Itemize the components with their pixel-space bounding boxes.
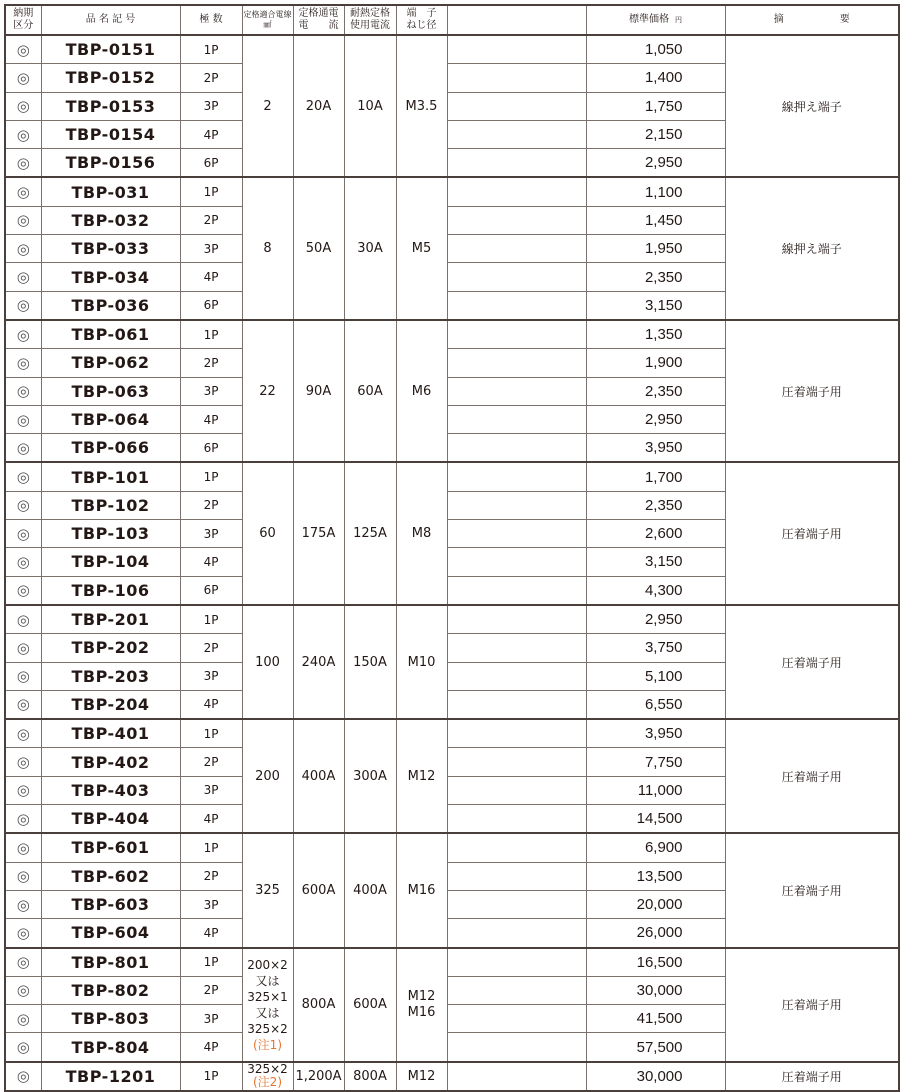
price: 14,500: [586, 805, 725, 834]
rated-current: 20A: [293, 35, 344, 177]
poles: 4P: [180, 120, 242, 148]
terminal-screw: M5: [396, 177, 447, 319]
product-code: TBP-031: [41, 177, 180, 206]
rated-current: 400A: [293, 719, 344, 833]
price: 30,000: [586, 1062, 725, 1091]
poles: 2P: [180, 976, 242, 1004]
delivery-mark: ◎: [5, 377, 41, 405]
remark: 圧着端子用: [725, 1062, 899, 1091]
blank-cell: [447, 548, 586, 576]
product-code: TBP-601: [41, 833, 180, 862]
blank-cell: [447, 576, 586, 605]
blank-cell: [447, 948, 586, 977]
terminal-screw: M6: [396, 320, 447, 462]
product-code: TBP-0156: [41, 149, 180, 178]
product-code: TBP-803: [41, 1005, 180, 1033]
product-code: TBP-604: [41, 919, 180, 948]
rated-current: 600A: [293, 833, 344, 947]
price: 3,150: [586, 548, 725, 576]
poles: 1P: [180, 462, 242, 491]
wire-size-line: 325×1: [247, 989, 288, 1004]
poles: 4P: [180, 548, 242, 576]
blank-cell: [447, 719, 586, 748]
remark: 圧着端子用: [725, 605, 899, 719]
delivery-mark: ◎: [5, 291, 41, 320]
delivery-mark: ◎: [5, 434, 41, 463]
price: 2,950: [586, 605, 725, 634]
product-code: TBP-401: [41, 719, 180, 748]
blank-cell: [447, 320, 586, 349]
wire-size-line: 325×2: [247, 1062, 288, 1077]
remark: 圧着端子用: [725, 462, 899, 604]
poles: 2P: [180, 748, 242, 776]
price-table: [4, 4, 900, 1092]
header-wire: 定格適合電線 ㎟: [242, 5, 293, 35]
poles: 3P: [180, 662, 242, 690]
rated-current: 175A: [293, 462, 344, 604]
blank-cell: [447, 1062, 586, 1091]
table-row: [5, 719, 899, 748]
price: 20,000: [586, 890, 725, 918]
wire-size-line: 又は: [255, 1005, 280, 1020]
poles: 2P: [180, 349, 242, 377]
header-heat-current: 耐熱定格 使用電流: [344, 5, 396, 35]
blank-cell: [447, 35, 586, 64]
delivery-mark: ◎: [5, 605, 41, 634]
price: 57,500: [586, 1033, 725, 1062]
remark: 線押え端子: [725, 177, 899, 319]
price: 3,750: [586, 634, 725, 662]
delivery-mark: ◎: [5, 719, 41, 748]
heat-current: 125A: [344, 462, 396, 604]
product-code: TBP-062: [41, 349, 180, 377]
price: 4,300: [586, 576, 725, 605]
blank-cell: [447, 64, 586, 92]
header-remarks: 摘 要: [725, 5, 899, 35]
product-code: TBP-061: [41, 320, 180, 349]
delivery-mark: ◎: [5, 1005, 41, 1033]
price: 2,150: [586, 120, 725, 148]
poles: 6P: [180, 576, 242, 605]
blank-cell: [447, 206, 586, 234]
blank-cell: [447, 976, 586, 1004]
product-code: TBP-104: [41, 548, 180, 576]
blank-cell: [447, 92, 586, 120]
poles: 3P: [180, 890, 242, 918]
product-code: TBP-802: [41, 976, 180, 1004]
blank-cell: [447, 405, 586, 433]
delivery-mark: ◎: [5, 235, 41, 263]
wire-size-line: 又は: [255, 973, 280, 988]
wire-size: 325: [242, 833, 293, 947]
wire-size: 22: [242, 320, 293, 462]
product-code: TBP-036: [41, 291, 180, 320]
delivery-mark: ◎: [5, 662, 41, 690]
delivery-mark: ◎: [5, 776, 41, 804]
table-row: [5, 948, 899, 977]
delivery-mark: ◎: [5, 1062, 41, 1091]
delivery-mark: ◎: [5, 405, 41, 433]
blank-cell: [447, 235, 586, 263]
poles: 4P: [180, 405, 242, 433]
poles: 1P: [180, 35, 242, 64]
terminal-screw: M10: [396, 605, 447, 719]
header-price: 標準価格 円: [586, 5, 725, 35]
terminal-screw: M8: [396, 462, 447, 604]
heat-current: 300A: [344, 719, 396, 833]
wire-size: 2: [242, 35, 293, 177]
delivery-mark: ◎: [5, 890, 41, 918]
product-code: TBP-602: [41, 862, 180, 890]
product-code: TBP-101: [41, 462, 180, 491]
wire-size-line: 200×2: [247, 957, 288, 972]
wire-size: 8: [242, 177, 293, 319]
delivery-mark: ◎: [5, 548, 41, 576]
price: 6,550: [586, 690, 725, 719]
price: 2,600: [586, 520, 725, 548]
table-row: [5, 320, 899, 349]
poles: 1P: [180, 177, 242, 206]
blank-cell: [447, 890, 586, 918]
table-row: [5, 177, 899, 206]
price: 3,950: [586, 719, 725, 748]
header-terminal: 端 子 ねじ径: [396, 5, 447, 35]
blank-cell: [447, 462, 586, 491]
header-delivery: 納期 区分: [5, 5, 41, 35]
wire-note: (注2): [253, 1075, 282, 1090]
remark: 圧着端子用: [725, 719, 899, 833]
poles: 4P: [180, 263, 242, 291]
price: 1,350: [586, 320, 725, 349]
wire-size: 60: [242, 462, 293, 604]
poles: 1P: [180, 320, 242, 349]
poles: 2P: [180, 206, 242, 234]
price: 2,950: [586, 405, 725, 433]
delivery-mark: ◎: [5, 92, 41, 120]
blank-cell: [447, 434, 586, 463]
blank-cell: [447, 177, 586, 206]
delivery-mark: ◎: [5, 948, 41, 977]
price: 3,150: [586, 291, 725, 320]
product-code: TBP-1201: [41, 1062, 180, 1091]
price: 7,750: [586, 748, 725, 776]
delivery-mark: ◎: [5, 206, 41, 234]
blank-cell: [447, 662, 586, 690]
blank-cell: [447, 1033, 586, 1062]
price: 1,700: [586, 462, 725, 491]
price: 3,950: [586, 434, 725, 463]
delivery-mark: ◎: [5, 833, 41, 862]
product-code: TBP-201: [41, 605, 180, 634]
delivery-mark: ◎: [5, 862, 41, 890]
blank-cell: [447, 690, 586, 719]
heat-current: 800A: [344, 1062, 396, 1091]
terminal-screw-line: M16: [407, 1004, 436, 1020]
price: 1,450: [586, 206, 725, 234]
delivery-mark: ◎: [5, 491, 41, 519]
blank-cell: [447, 776, 586, 804]
rated-current: 1,200A: [293, 1062, 344, 1091]
product-code: TBP-0152: [41, 64, 180, 92]
blank-cell: [447, 520, 586, 548]
table-row: [5, 462, 899, 491]
table-row: [5, 35, 899, 64]
product-code: TBP-402: [41, 748, 180, 776]
delivery-mark: ◎: [5, 35, 41, 64]
product-code: TBP-034: [41, 263, 180, 291]
delivery-mark: ◎: [5, 748, 41, 776]
blank-cell: [447, 1005, 586, 1033]
poles: 1P: [180, 1062, 242, 1091]
product-code: TBP-063: [41, 377, 180, 405]
price: 13,500: [586, 862, 725, 890]
price: 1,950: [586, 235, 725, 263]
product-code: TBP-0154: [41, 120, 180, 148]
table-row: [5, 605, 899, 634]
price: 2,350: [586, 263, 725, 291]
delivery-mark: ◎: [5, 919, 41, 948]
terminal-screw: M16: [396, 833, 447, 947]
product-code: TBP-603: [41, 890, 180, 918]
price: 41,500: [586, 1005, 725, 1033]
blank-cell: [447, 291, 586, 320]
table-row: [5, 833, 899, 862]
delivery-mark: ◎: [5, 149, 41, 178]
poles: 2P: [180, 634, 242, 662]
poles: 3P: [180, 377, 242, 405]
product-code: TBP-202: [41, 634, 180, 662]
delivery-mark: ◎: [5, 320, 41, 349]
remark: 線押え端子: [725, 35, 899, 177]
heat-current: 150A: [344, 605, 396, 719]
poles: 4P: [180, 1033, 242, 1062]
poles: 3P: [180, 1005, 242, 1033]
poles: 2P: [180, 491, 242, 519]
wire-size: 200: [242, 719, 293, 833]
heat-current: 600A: [344, 948, 396, 1062]
blank-cell: [447, 634, 586, 662]
product-code: TBP-801: [41, 948, 180, 977]
remark: 圧着端子用: [725, 948, 899, 1062]
price: 6,900: [586, 833, 725, 862]
heat-current: 30A: [344, 177, 396, 319]
price: 2,350: [586, 491, 725, 519]
blank-cell: [447, 605, 586, 634]
rated-current: 240A: [293, 605, 344, 719]
delivery-mark: ◎: [5, 349, 41, 377]
header-row: [5, 5, 899, 35]
product-code: TBP-033: [41, 235, 180, 263]
wire-note: (注1): [253, 1037, 282, 1052]
poles: 6P: [180, 291, 242, 320]
poles: 1P: [180, 605, 242, 634]
rated-current: 90A: [293, 320, 344, 462]
delivery-mark: ◎: [5, 520, 41, 548]
terminal-screw: M12: [396, 719, 447, 833]
wire-size-line: 325×2: [247, 1021, 288, 1036]
terminal-screw: [396, 948, 447, 1062]
terminal-screw: M3.5: [396, 35, 447, 177]
delivery-mark: ◎: [5, 64, 41, 92]
blank-cell: [447, 919, 586, 948]
blank-cell: [447, 349, 586, 377]
delivery-mark: ◎: [5, 462, 41, 491]
header-rated-current: 定格通電 電 流: [293, 5, 344, 35]
product-code: TBP-804: [41, 1033, 180, 1062]
price: 2,950: [586, 149, 725, 178]
delivery-mark: ◎: [5, 1033, 41, 1062]
poles: 3P: [180, 92, 242, 120]
poles: 3P: [180, 776, 242, 804]
delivery-mark: ◎: [5, 634, 41, 662]
remark: 圧着端子用: [725, 833, 899, 947]
delivery-mark: ◎: [5, 576, 41, 605]
price: 11,000: [586, 776, 725, 804]
product-code: TBP-404: [41, 805, 180, 834]
delivery-mark: ◎: [5, 263, 41, 291]
price: 1,100: [586, 177, 725, 206]
poles: 2P: [180, 862, 242, 890]
terminal-screw-line: M12: [407, 988, 436, 1004]
delivery-mark: ◎: [5, 805, 41, 834]
price: 5,100: [586, 662, 725, 690]
header-blank: [447, 5, 586, 35]
wire-size: [242, 948, 293, 1062]
price: 1,050: [586, 35, 725, 64]
blank-cell: [447, 377, 586, 405]
poles: 4P: [180, 919, 242, 948]
terminal-screw: M12: [396, 1062, 447, 1091]
price: 30,000: [586, 976, 725, 1004]
blank-cell: [447, 149, 586, 178]
poles: 6P: [180, 434, 242, 463]
product-code: TBP-102: [41, 491, 180, 519]
heat-current: 60A: [344, 320, 396, 462]
heat-current: 10A: [344, 35, 396, 177]
price: 2,350: [586, 377, 725, 405]
poles: 6P: [180, 149, 242, 178]
product-code: TBP-403: [41, 776, 180, 804]
price: 1,750: [586, 92, 725, 120]
product-code: TBP-204: [41, 690, 180, 719]
product-code: TBP-064: [41, 405, 180, 433]
product-code: TBP-0153: [41, 92, 180, 120]
wire-size: [242, 1062, 293, 1091]
header-poles: 極 数: [180, 5, 242, 35]
delivery-mark: ◎: [5, 690, 41, 719]
delivery-mark: ◎: [5, 120, 41, 148]
blank-cell: [447, 833, 586, 862]
product-code: TBP-103: [41, 520, 180, 548]
blank-cell: [447, 120, 586, 148]
poles: 1P: [180, 948, 242, 977]
remark: 圧着端子用: [725, 320, 899, 462]
poles: 1P: [180, 719, 242, 748]
poles: 3P: [180, 235, 242, 263]
product-code: TBP-203: [41, 662, 180, 690]
product-code: TBP-066: [41, 434, 180, 463]
poles: 4P: [180, 805, 242, 834]
table-row: [5, 1062, 899, 1091]
price: 26,000: [586, 919, 725, 948]
blank-cell: [447, 862, 586, 890]
blank-cell: [447, 263, 586, 291]
product-code: TBP-0151: [41, 35, 180, 64]
poles: 3P: [180, 520, 242, 548]
wire-size: 100: [242, 605, 293, 719]
heat-current: 400A: [344, 833, 396, 947]
rated-current: 50A: [293, 177, 344, 319]
header-product-code: 品 名 記 号: [41, 5, 180, 35]
product-code: TBP-032: [41, 206, 180, 234]
rated-current: 800A: [293, 948, 344, 1062]
product-code: TBP-106: [41, 576, 180, 605]
blank-cell: [447, 748, 586, 776]
poles: 1P: [180, 833, 242, 862]
price: 1,400: [586, 64, 725, 92]
price: 16,500: [586, 948, 725, 977]
blank-cell: [447, 805, 586, 834]
poles: 4P: [180, 690, 242, 719]
delivery-mark: ◎: [5, 177, 41, 206]
price: 1,900: [586, 349, 725, 377]
blank-cell: [447, 491, 586, 519]
poles: 2P: [180, 64, 242, 92]
delivery-mark: ◎: [5, 976, 41, 1004]
